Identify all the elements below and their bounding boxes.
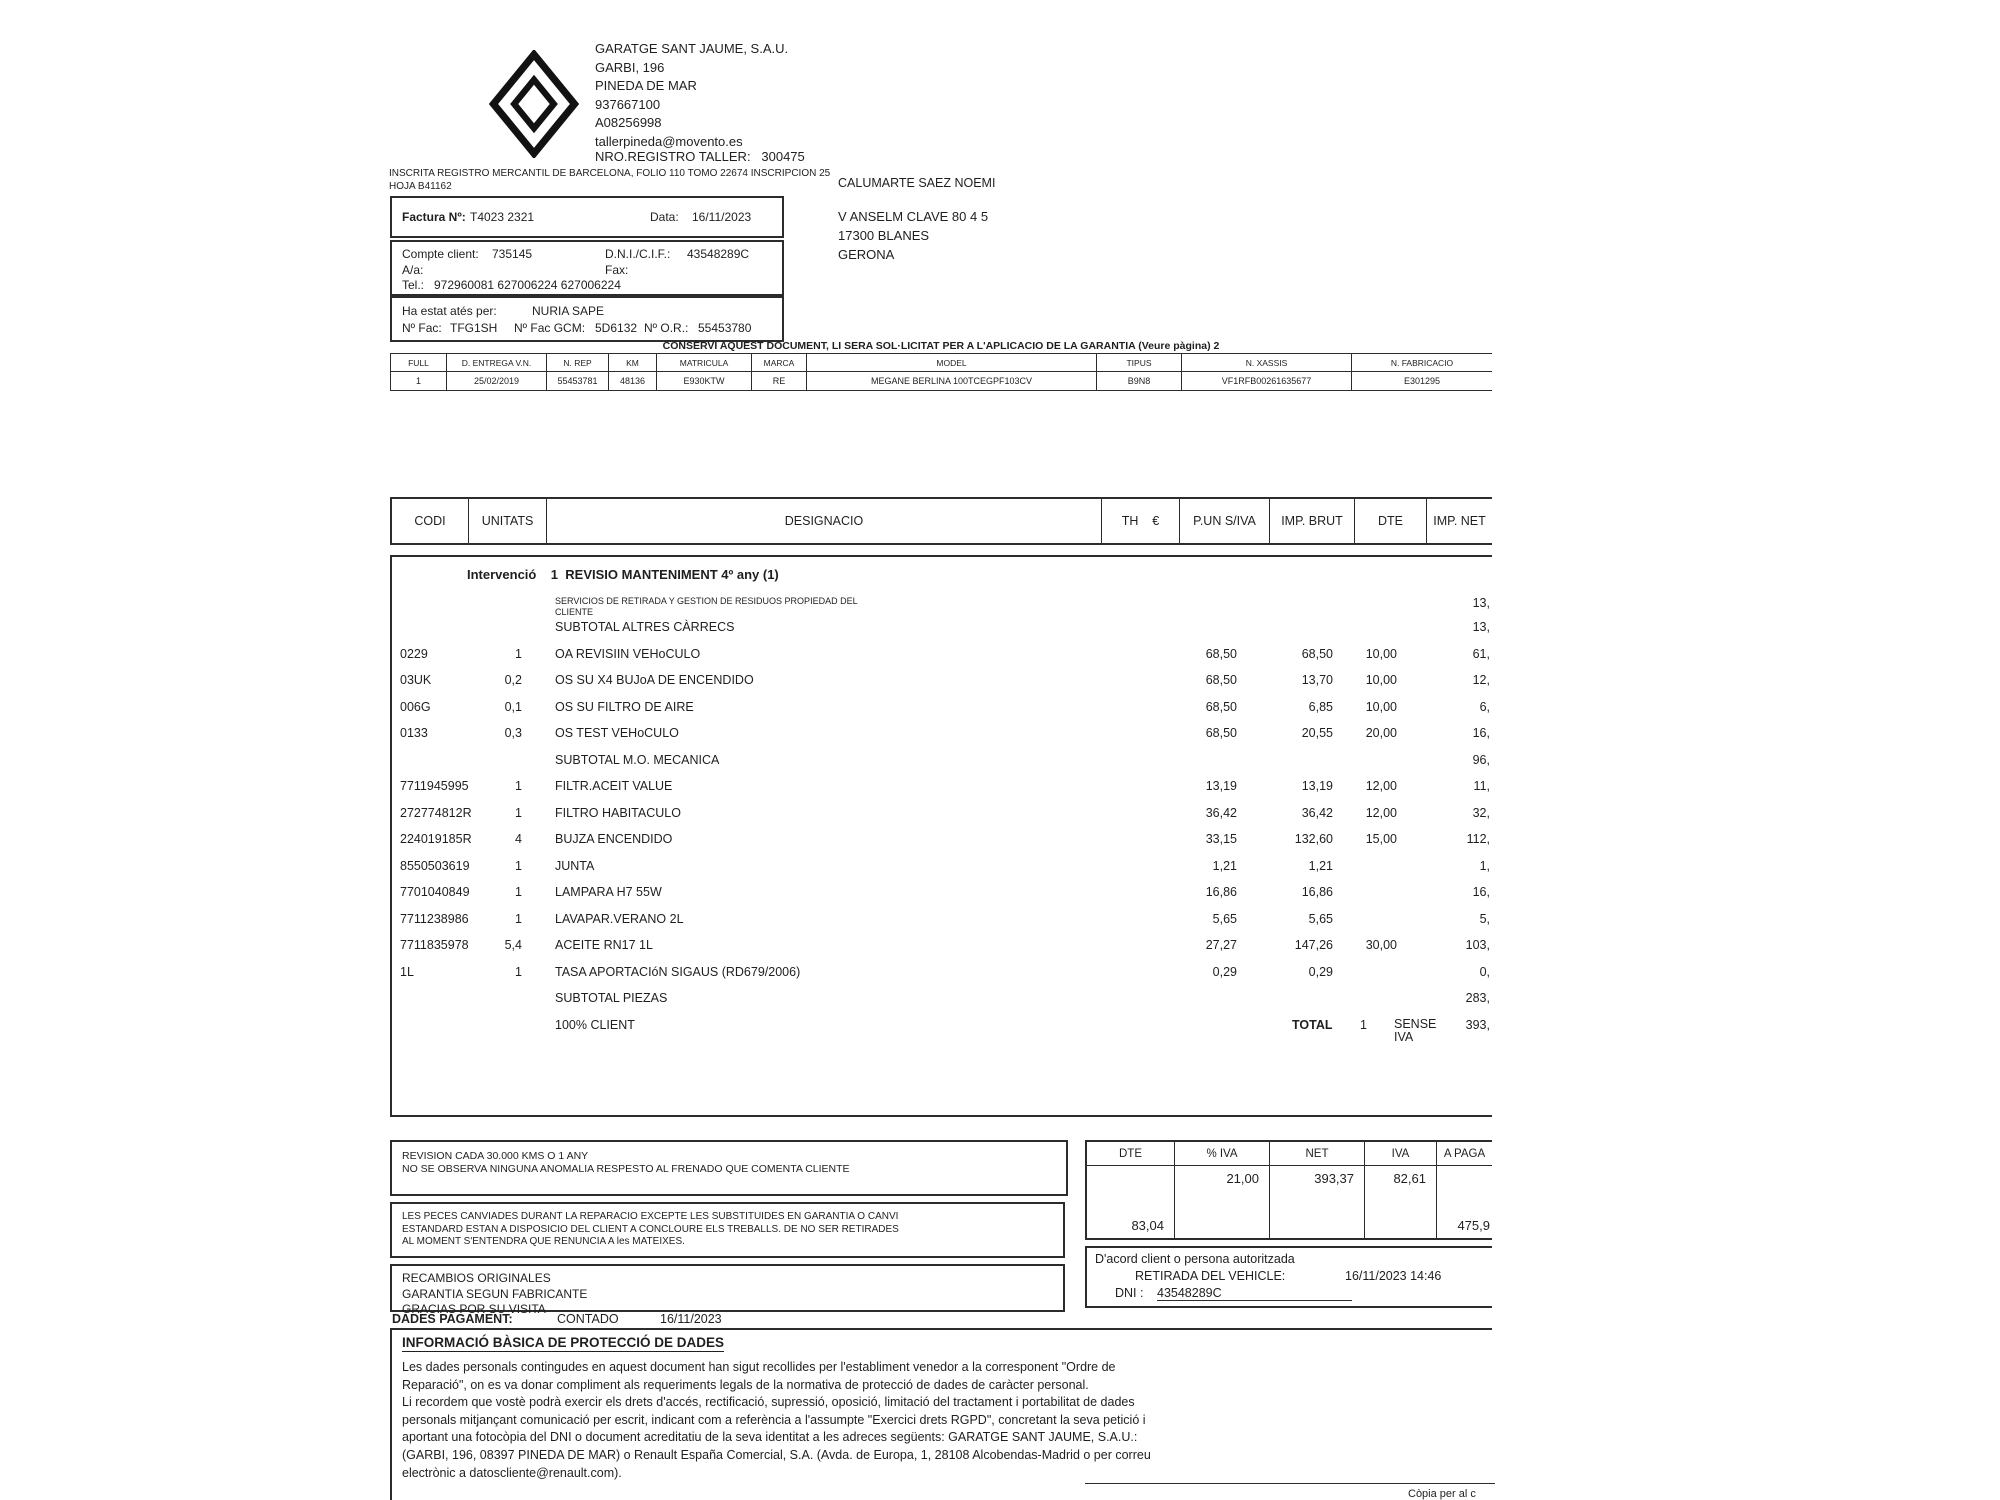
item-units: 0,1 — [504, 699, 522, 714]
dni-signature-value: 43548289C — [1157, 1286, 1352, 1301]
item-gross-amount: 20,55 — [1301, 726, 1333, 740]
item-gross-amount: 6,85 — [1308, 699, 1333, 714]
vehicle-table — [390, 353, 1492, 391]
item-description — [555, 726, 679, 740]
item-code: 7701040849 — [400, 885, 470, 899]
item-net-amount: 61, — [1472, 646, 1490, 661]
items-table-body — [390, 555, 1492, 1117]
item-net-amount: 12, — [1472, 673, 1490, 687]
item-units: 5,4 — [504, 938, 522, 952]
item-units: 4 — [515, 832, 522, 846]
total-label: TOTAL — [1292, 1017, 1333, 1032]
item-description — [555, 885, 662, 899]
thanks-note-line: RECAMBIOS ORIGINALES — [402, 1271, 551, 1285]
item-description-line1: LAMPARA H7 55W — [555, 885, 662, 899]
items-header-cell: DESIGNACIO — [547, 499, 1102, 543]
item-description-line1: SERVICIOS DE RETIRADA Y GESTION DE RESIDUOS PROPIEDAD DEL — [555, 596, 858, 606]
item-net-amount: 1, — [1479, 858, 1490, 873]
item-description-line1: BUJZA ENCENDIDO — [555, 832, 673, 846]
item-description — [555, 832, 672, 846]
sense-word: SENSE — [1394, 1016, 1437, 1031]
pickup-datetime: 16/11/2023 14:46 — [1345, 1269, 1442, 1283]
item-net-amount: 16, — [1472, 885, 1490, 899]
warranty-notice: CONSERVI AQUEST DOCUMENT, LI SERA SOL·LICITAT PER A L'APLICACIO DE LA GARANTIA (Veure pàgina) 2 — [662, 340, 1220, 352]
item-discount: 10,00 — [1365, 699, 1397, 714]
attended-label: Ha estat atés per: — [402, 304, 497, 318]
table-row — [392, 750, 1492, 777]
item-description — [555, 806, 681, 820]
item-discount: 10,00 — [1365, 646, 1397, 661]
customer-address — [838, 207, 988, 264]
item-description-line1: 100% CLIENT — [555, 1017, 635, 1032]
vehicle-header-cell: FULL — [391, 354, 447, 372]
item-description-line1: ACEITE RN17 1L — [555, 938, 653, 952]
item-net-amount: 11, — [1473, 779, 1490, 793]
item-code: 0133 — [400, 726, 428, 740]
item-units: 1 — [515, 885, 522, 899]
dni-label: D.N.I./C.I.F.: — [605, 247, 671, 261]
totals-iva-value: 82,61 — [1365, 1166, 1437, 1212]
customer-address-line: GERONA — [838, 247, 895, 262]
company-line: 937667100 — [595, 96, 661, 112]
item-code: 0229 — [400, 646, 428, 661]
totals-dte-total: 83,04 — [1087, 1212, 1175, 1238]
vehicle-table-header — [391, 354, 1492, 372]
items-header-cell: P.UN S/IVA — [1180, 499, 1270, 543]
agreement-line: D'acord client o persona autoritzada — [1095, 1252, 1295, 1266]
table-row — [392, 856, 1492, 883]
vehicle-value-cell: VF1RFB00261635677 — [1182, 372, 1352, 390]
item-description — [555, 912, 684, 926]
renault-diamond-logo-icon — [488, 50, 580, 158]
phone-value: 972960081 627006224 627006224 — [434, 278, 621, 292]
privacy-paragraph-line: electrònic a datoscliente@renault.com). — [402, 1465, 622, 1480]
item-net-amount: 5, — [1479, 911, 1490, 926]
client-account-box — [390, 240, 784, 296]
vehicle-header-cell: N. REP — [547, 354, 609, 372]
nfac-label: Nº Fac: — [402, 321, 442, 335]
item-code: 7711835978 — [400, 938, 469, 952]
item-gross-amount: 13,70 — [1301, 673, 1333, 687]
item-description-line1: FILTR.ACEIT VALUE — [555, 779, 673, 793]
dni-signature-label: DNI : — [1115, 1286, 1144, 1300]
totals-header-apagar: A PAGA — [1437, 1142, 1492, 1166]
totals-header-net: NET — [1270, 1142, 1365, 1166]
company-line: GARBI, 196 — [595, 59, 665, 75]
item-unit-price: 13,19 — [1205, 779, 1237, 793]
date-value: 16/11/2023 — [692, 210, 752, 224]
vehicle-header-cell: TIPUS — [1097, 354, 1182, 372]
vehicle-value-cell: E301295 — [1403, 376, 1441, 386]
company-line: tallerpineda@movento.es — [595, 133, 743, 149]
privacy-info-box — [390, 1328, 1492, 1500]
dni-value: 43548289C — [687, 247, 750, 261]
attended-value: NURIA SAPE — [532, 304, 605, 318]
item-gross-amount: 16,86 — [1301, 885, 1333, 899]
revision-note-box — [390, 1140, 1068, 1196]
item-description-line1: OS TEST VEHoCULO — [555, 726, 679, 740]
items-header-cell: TH € — [1102, 499, 1180, 543]
table-row — [392, 723, 1492, 750]
item-unit-price: 68,50 — [1205, 673, 1237, 687]
thanks-note-line: GARANTIA SEGUN FABRICANTE — [402, 1286, 588, 1301]
item-gross-amount: 13,19 — [1301, 779, 1333, 793]
table-row — [392, 962, 1492, 989]
items-header-cell: IMP. BRUT — [1270, 499, 1355, 543]
table-row — [392, 882, 1492, 909]
vehicle-header-cell: MATRICULA — [657, 354, 752, 372]
vehicle-value-cell: E930KTW — [657, 372, 752, 390]
item-unit-price: 16,86 — [1205, 885, 1237, 899]
item-description-line1: SUBTOTAL M.O. MECANICA — [555, 752, 720, 767]
copy-note: Còpia per al c — [1408, 1488, 1476, 1500]
nor-value: 55453780 — [698, 321, 752, 335]
mercantil-registration-text — [389, 168, 859, 193]
table-row — [392, 697, 1492, 724]
item-gross-amount: 1,21 — [1308, 858, 1333, 873]
fax-label: Fax: — [605, 263, 629, 277]
iva-word: IVA — [1394, 1030, 1414, 1044]
item-unit-price: 68,50 — [1205, 699, 1237, 714]
factura-value: T4023 2321 — [470, 210, 535, 224]
attended-by-box — [390, 296, 784, 342]
totals-header-dte: DTE — [1087, 1142, 1175, 1166]
privacy-title: INFORMACIÓ BÀSICA DE PROTECCIÓ DE DADES — [402, 1335, 725, 1350]
company-line: GARATGE SANT JAUME, S.A.U. — [595, 41, 789, 56]
pickup-label: RETIRADA DEL VEHICLE: — [1135, 1269, 1286, 1283]
item-code: 272774812R — [400, 805, 472, 820]
table-row — [392, 644, 1492, 671]
item-gross-amount: 132,60 — [1294, 832, 1333, 846]
totals-bottom-empty2 — [1270, 1212, 1365, 1238]
attn-label: A/a: — [402, 263, 424, 277]
item-discount: 30,00 — [1365, 938, 1397, 952]
totals-header-iva-pct: % IVA — [1175, 1142, 1270, 1166]
privacy-paragraph-line: Li recordem que vostè podrà exercir els drets d'accés, rectificació, supressió, oposició, limitació del tractament i portabilitat de dades — [402, 1395, 1135, 1410]
item-description-line1: OS SU FILTRO DE AIRE — [555, 699, 694, 714]
item-description — [555, 1018, 635, 1032]
totals-bottom-empty1 — [1175, 1212, 1270, 1238]
item-net-amount: 13, — [1472, 596, 1490, 610]
item-description — [555, 965, 800, 979]
vehicle-value-cell: MEGANE BERLINA 100TCEGPF103CV — [807, 372, 1097, 390]
revision-note-line: REVISION CADA 30.000 KMS O 1 ANY — [402, 1150, 589, 1162]
vehicle-value-cell: 55453781 — [547, 372, 609, 390]
table-row — [392, 593, 1492, 617]
totals-net-value: 393,37 — [1270, 1166, 1365, 1212]
company-address-block — [595, 40, 788, 151]
nfac-value: TFG1SH — [450, 321, 498, 335]
item-unit-price: 68,50 — [1205, 646, 1237, 661]
vehicle-value-cell: B9N8 — [1097, 372, 1182, 390]
items-header-cell: IMP. NET — [1433, 514, 1486, 528]
item-description — [555, 596, 858, 617]
item-code: 7711238986 — [400, 911, 469, 926]
vehicle-value-cell: RE — [752, 372, 807, 390]
vehicle-value-cell: 48136 — [609, 372, 657, 390]
item-net-amount: 16, — [1472, 726, 1490, 740]
replaced-parts-note-line: AL MOMENT S'ENTENDRA QUE RENUNCIA A les MATEIXES. — [402, 1236, 685, 1247]
privacy-paragraph-line: (GARBI, 196, 08397 PINEDA DE MAR) o Renault España Comercial, S.A. (Avda. de Europa, 1, 28108 Alcobendas-Madrid o per correu — [402, 1447, 1151, 1462]
item-description — [555, 938, 653, 952]
totals-bottom-empty3 — [1365, 1212, 1437, 1238]
payment-date: 16/11/2023 — [660, 1312, 722, 1326]
vehicle-value-cell: 1 — [391, 372, 447, 390]
company-line: A08256998 — [595, 115, 662, 130]
item-units: 0,3 — [504, 726, 522, 740]
items-header-cell: UNITATS — [469, 499, 547, 543]
privacy-paragraph-line: personals mitjançant comunicació per escrit, indicant com a referència a l'assumpte "Exercici drets RGPD", concretant la seva petició i — [402, 1412, 1146, 1427]
item-net-amount: 32, — [1472, 805, 1490, 820]
item-gross-amount: 36,42 — [1301, 805, 1333, 820]
items-table-header — [390, 497, 1492, 545]
table-row — [392, 829, 1492, 856]
table-row — [392, 909, 1492, 936]
table-row — [392, 670, 1492, 697]
item-description — [555, 620, 734, 634]
item-units: 1 — [515, 964, 522, 979]
table-row — [392, 776, 1492, 803]
item-net-amount: 13, — [1472, 620, 1490, 634]
items-header-cell: DTE — [1355, 499, 1427, 543]
item-gross-amount: 68,50 — [1301, 646, 1333, 661]
vehicle-header-cell: N. XASSIS — [1182, 354, 1352, 372]
item-net-amount: 103, — [1465, 938, 1490, 952]
item-code: 224019185R — [400, 832, 472, 846]
signature-box — [1085, 1246, 1492, 1308]
factura-label: Factura Nº: — [402, 210, 466, 224]
vehicle-header-cell: KM — [609, 354, 657, 372]
item-description-line1: OS SU X4 BUJoA DE ENCENDIDO — [555, 673, 754, 687]
item-description-line1: OA REVISIIN VEHoCULO — [555, 646, 701, 661]
totals-header-iva: IVA — [1365, 1142, 1437, 1166]
thanks-note-line: GRACIAS POR SU VISITA — [402, 1302, 546, 1316]
item-discount: 10,00 — [1365, 673, 1397, 687]
item-description-line1: TASA APORTACIóN SIGAUS (RD679/2006) — [555, 964, 801, 979]
footer-divider — [1085, 1483, 1495, 1484]
item-code: 8550503619 — [400, 858, 470, 873]
item-description — [555, 859, 594, 873]
items-header-cell: CODI — [392, 499, 469, 543]
total-count: 1 — [1360, 1017, 1367, 1032]
item-unit-price: 68,50 — [1205, 726, 1237, 740]
item-units: 1 — [515, 858, 522, 873]
item-description — [555, 753, 719, 767]
item-unit-price: 33,15 — [1205, 832, 1237, 846]
privacy-paragraph-line: aportant una fotocòpia del DNI o document acreditatiu de la seva identitat a les adreces següents: GARATGE SANT JAUME, S.A.U.: — [402, 1430, 1138, 1445]
company-line: PINEDA DE MAR — [595, 78, 697, 93]
item-units: 1 — [515, 805, 522, 820]
revision-note-line: NO SE OBSERVA NINGUNA ANOMALIA RESPESTO AL FRENADO QUE COMENTA CLIENTE — [402, 1163, 850, 1175]
phone-label: Tel.: — [402, 278, 425, 292]
customer-name: CALUMARTE SAEZ NOEMI — [838, 176, 996, 190]
item-description-line1: SUBTOTAL PIEZAS — [555, 991, 668, 1005]
replaced-parts-note-line: ESTANDARD ESTAN A DISPOSICIO DEL CLIENT A CONCLOURE ELS TREBALLS. DE NO SER RETIRADES — [402, 1223, 899, 1235]
item-unit-price: 36,42 — [1205, 805, 1237, 820]
item-gross-amount: 147,26 — [1294, 938, 1333, 952]
replaced-parts-note-line: LES PECES CANVIADES DURANT LA REPARACIO EXCEPTE LES SUBSTITUIDES EN GARANTIA O CANVI — [402, 1211, 899, 1222]
table-row — [392, 988, 1492, 1015]
vehicle-header-cell: D. ENTREGA V.N. — [447, 354, 547, 372]
customer-address-line: V ANSELM CLAVE 80 4 5 — [838, 209, 989, 224]
vehicle-table-row — [391, 372, 1492, 390]
table-row — [392, 617, 1492, 644]
item-net-amount: 112, — [1466, 832, 1490, 846]
totals-apagar-empty — [1437, 1166, 1492, 1212]
item-unit-price: 1,21 — [1212, 858, 1237, 873]
item-discount: 12,00 — [1365, 779, 1397, 793]
item-net-amount: 6, — [1479, 699, 1490, 714]
item-units: 0,2 — [504, 673, 522, 687]
replaced-parts-note-box — [390, 1202, 1065, 1258]
item-unit-price: 5,65 — [1212, 911, 1237, 926]
item-gross-amount: 5,65 — [1308, 911, 1333, 926]
item-discount: 20,00 — [1365, 726, 1397, 740]
totals-iva-pct-value: 21,00 — [1175, 1166, 1270, 1212]
totals-dte-empty — [1087, 1166, 1175, 1212]
item-description — [555, 647, 700, 661]
account-value: 735145 — [492, 247, 533, 261]
item-net-amount: 283, — [1465, 991, 1490, 1005]
item-net-amount: 0, — [1479, 964, 1490, 979]
privacy-paragraph-line: Les dades personals contingudes en aquest document han sigut recollides per l'establiment venedor a la corresponent "Ordre de — [402, 1360, 1116, 1374]
date-label: Data: — [650, 210, 679, 224]
thanks-note-box — [390, 1264, 1065, 1316]
account-label: Compte client: — [402, 247, 479, 261]
item-description — [555, 779, 672, 793]
vehicle-value-cell: 25/02/2019 — [447, 372, 547, 390]
item-gross-amount: 0,29 — [1308, 964, 1333, 979]
item-description — [555, 700, 694, 714]
item-units: 1 — [515, 911, 522, 926]
item-description-line1: JUNTA — [555, 858, 595, 873]
privacy-paragraph-line: Reparació", on es va donar compliment als requeriments legals de la normativa de protecció de dades de caràcter personal. — [402, 1377, 1089, 1392]
item-description-line1: SUBTOTAL ALTRES CÀRRECS — [555, 620, 735, 634]
mercantil-line: INSCRITA REGISTRO MERCANTIL DE BARCELONA, FOLIO 110 TOMO 22674 INSCRIPCION 25 — [389, 168, 831, 179]
item-units: 1 — [515, 646, 522, 661]
item-code: 03UK — [400, 673, 432, 687]
item-code: 1L — [400, 964, 414, 979]
item-net-amount: 393, — [1465, 1017, 1490, 1032]
table-row — [392, 935, 1492, 962]
table-row — [392, 1015, 1492, 1042]
item-net-amount: 96, — [1472, 752, 1490, 767]
privacy-paragraph — [392, 1359, 1492, 1482]
payment-method: CONTADO — [557, 1312, 619, 1326]
item-discount: 15,00 — [1365, 832, 1397, 846]
totals-table — [1085, 1140, 1492, 1240]
item-description-line1: FILTRO HABITACULO — [555, 805, 681, 820]
item-unit-price: 0,29 — [1212, 964, 1237, 979]
vehicle-header-cell: MODEL — [807, 354, 1097, 372]
intervention-title: Intervenció 1 REVISIO MANTENIMENT 4º any (1) — [467, 567, 779, 582]
item-description-line2: CLIENTE — [555, 606, 594, 617]
item-unit-price: 27,27 — [1205, 938, 1237, 952]
nfacgcm-value: 5D6132 — [595, 321, 638, 335]
table-row — [392, 803, 1492, 830]
item-description-line1: LAVAPAR.VERANO 2L — [555, 911, 684, 926]
payment-label: DADES PAGAMENT: — [392, 1312, 513, 1326]
taller-registry-number: NRO.REGISTRO TALLER: 300475 — [595, 149, 805, 164]
vehicle-header-cell: MARCA — [752, 354, 807, 372]
invoice-number-box — [390, 196, 784, 238]
mercantil-line: HOJA B41162 — [389, 180, 452, 192]
item-description — [555, 991, 667, 1005]
nfacgcm-label: Nº Fac GCM: — [514, 321, 586, 335]
nor-label: Nº O.R.: — [644, 321, 689, 335]
item-code: 006G — [400, 699, 431, 714]
vehicle-header-cell: N. FABRICACIO — [1352, 354, 1492, 372]
items-rows — [392, 593, 1492, 1044]
item-code: 7711945995 — [400, 779, 469, 793]
customer-address-line: 17300 BLANES — [838, 228, 930, 243]
item-description — [555, 673, 754, 687]
item-discount: 12,00 — [1365, 805, 1397, 820]
totals-apagar-value: 475,9 — [1457, 1218, 1490, 1233]
item-units: 1 — [515, 779, 522, 793]
